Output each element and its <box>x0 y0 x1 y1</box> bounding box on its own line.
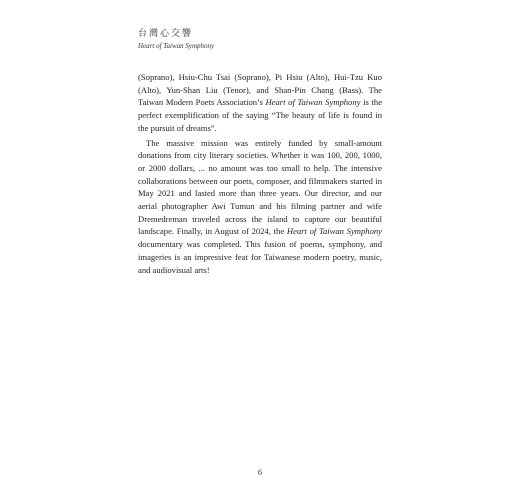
body-text <box>138 71 382 276</box>
paragraph-text: documentary was completed. This fusion of poems, symphony, and imageries is an impressive feat for Taiwanese modern poetry, music, and audiovisual arts! <box>138 239 382 275</box>
work-title-italic: Heart of Taiwan Symphony <box>265 97 361 108</box>
paragraph-text: The massive mission was entirely funded by small-amount donations from city literary societies. Whether it was 100, 200, 1000, or 2000 dollars, ... no amount was too small to help. The intensive collaborations between our poets, composer, and filmmakers started in May 2021 and lasted more than three years. Our director, and our aerial photographer Awi Tumun and his filming partner and wife Dremedreman traveled across the island to capture our beautiful landscape. Finally, in August of 2024, the <box>138 137 382 237</box>
running-head-title-english: Heart of Taiwan Symphony <box>138 42 215 50</box>
paragraph-text: (Soprano), Hsiu-Chu Tsai (Soprano), Pi Hsiu (Alto), Hui-Tzu Kuo (Alto), Yun-Shan Liu (Tenor), and Shan-Pin Chang (Bass). The Taiwan Modern Poets Association’s <box>138 72 382 108</box>
paragraph-text: is the perfect exemplification of the saying “The beauty of life is found in the pursuit of dreams”. <box>138 97 383 133</box>
running-head-title-chinese: 台灣心交響 <box>138 29 194 39</box>
running-head <box>138 28 388 51</box>
paragraph-funding <box>138 137 382 277</box>
paragraph-performers <box>138 71 382 135</box>
page-number: 6 <box>257 467 263 477</box>
work-title-italic: Heart of Taiwan Symphony <box>286 226 382 237</box>
